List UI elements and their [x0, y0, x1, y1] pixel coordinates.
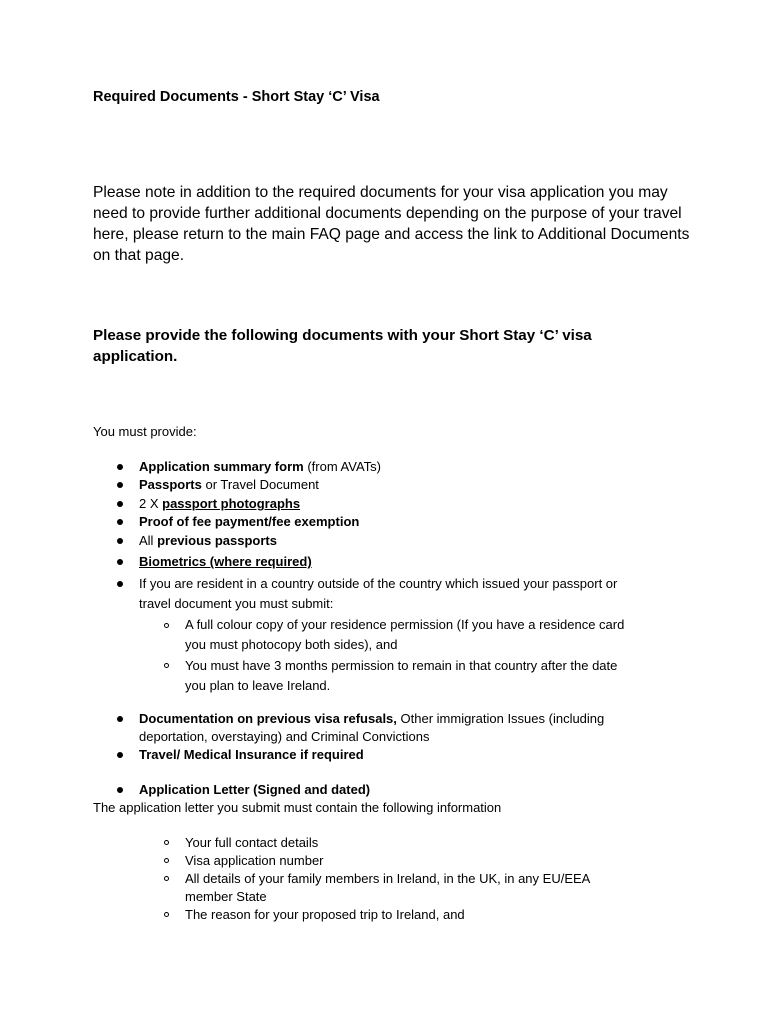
list-item: Travel/ Medical Insurance if required — [139, 747, 364, 762]
list-item: Application Letter (Signed and dated) — [139, 782, 371, 797]
sub-list-item: A full colour copy of your residence permission (If you have a residence card — [185, 617, 625, 632]
sub-list-item: Visa application number — [185, 853, 324, 868]
circle-bullet-icon — [164, 623, 169, 628]
bullet-icon — [117, 716, 123, 722]
section-heading: Please provide the following documents with your Short Stay ‘C’ visa application. — [93, 327, 592, 365]
sub-list-item-continuation: member State — [185, 889, 267, 904]
letter-intro: The application letter you submit must contain the following information — [93, 800, 502, 815]
circle-bullet-icon — [164, 858, 169, 863]
bullet-icon — [117, 501, 123, 507]
bullet-icon — [117, 482, 123, 488]
sub-list-item-continuation: you must photocopy both sides), and — [185, 637, 398, 652]
bullet-icon — [117, 787, 123, 793]
list-item: Proof of fee payment/fee exemption — [139, 514, 360, 529]
list-item: Application summary form (from AVATs) — [139, 459, 381, 474]
circle-bullet-icon — [164, 663, 169, 668]
list-item: Documentation on previous visa refusals, Other immigration Issues (including — [139, 711, 605, 726]
circle-bullet-icon — [164, 912, 169, 917]
list-item: All previous passports — [139, 533, 277, 548]
list-item: If you are resident in a country outside of the country which issued your passport or — [139, 576, 618, 591]
must-provide-label: You must provide: — [93, 424, 197, 439]
list-item: Passports or Travel Document — [139, 477, 319, 492]
sub-list-item: All details of your family members in Ireland, in the UK, in any EU/EEA — [185, 871, 591, 886]
biometrics-link[interactable]: Biometrics (where required) — [139, 554, 312, 569]
passport-photographs-link[interactable]: passport photographs — [162, 496, 301, 511]
list-item-continuation: travel document you must submit: — [139, 596, 334, 611]
sub-list-item: The reason for your proposed trip to Ireland, and — [185, 907, 465, 922]
bullet-icon — [117, 581, 123, 587]
bullet-icon — [117, 538, 123, 544]
bullet-icon — [117, 752, 123, 758]
list-item — [139, 553, 312, 571]
bullet-icon — [117, 464, 123, 470]
page-title: Required Documents - Short Stay ‘C’ Visa — [93, 89, 380, 105]
sub-list-item: Your full contact details — [185, 835, 319, 850]
bullet-icon — [117, 559, 123, 565]
circle-bullet-icon — [164, 876, 169, 881]
list-item-continuation: deportation, overstaying) and Criminal Convictions — [139, 729, 430, 744]
list-item: 2 X passport photographs — [139, 496, 301, 511]
circle-bullet-icon — [164, 840, 169, 845]
sub-list-item: You must have 3 months permission to remain in that country after the date — [185, 658, 618, 673]
intro-paragraph: Please note in addition to the required documents for your visa application you may need to provide further additional documents depending on the purpose of your travel here, please return to the main FAQ page and access the link to Additional Documents on that page. — [93, 184, 690, 264]
bullet-icon — [117, 519, 123, 525]
sub-list-item-continuation: you plan to leave Ireland. — [185, 678, 331, 693]
